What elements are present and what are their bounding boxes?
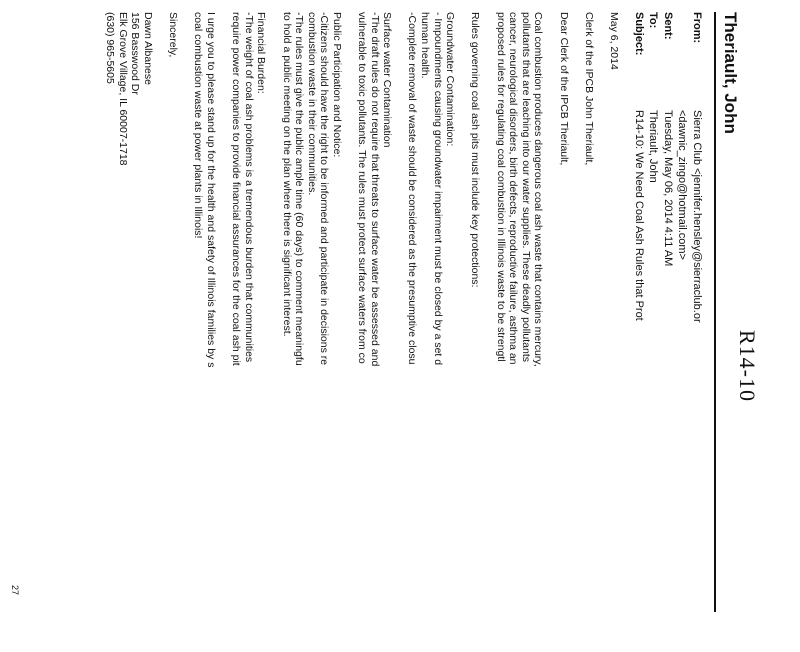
body-line: -The weight of coal ash problems is a tremendous burden that communities [242,12,255,363]
body-line: (630) 965-5605 [104,12,117,84]
body-line: human health. [419,12,432,79]
paragraph-gap [267,12,280,652]
header-row [675,12,690,323]
body-line: Dear Clerk of the IPCB Theriault, [557,12,570,166]
letter-body [104,12,620,652]
body-line: coal combustion waste at power plants in Illinois! [192,12,205,239]
paragraph-gap [179,12,192,652]
header-row [690,12,705,323]
header-value: Tuesday, May 06, 2014 4:11 AM [662,110,674,267]
body-line: -Citizens should have the right to be informed and participate in decisions re [318,12,331,366]
body-line: Groundwater Contamination: [444,12,457,147]
body-line: -The draft rules do not require that threats to surface water be assessed and [368,12,381,367]
body-line: Financial Burden: [255,12,268,94]
header-label: Sent: [662,12,674,40]
body-line: vulnerable to toxic pollutants. The rules must protect surface waters from co [356,12,369,364]
body-line: proposed rules for regulating coal combustion in Illinois waste to be strengtl [494,12,507,362]
email-header [632,12,705,323]
paragraph-gap [595,12,608,652]
body-line: -The rules must give the public ample time (60 days) to comment meaningfu [293,12,306,366]
body-line: I urge you to please stand up for the health and safety of Illinois families by s [205,12,217,368]
body-line: require power companies to provide financial assurances for the coal ash pit [230,12,243,366]
header-value: Theriault, John [647,110,660,183]
header-label: From: [691,12,703,44]
body-line: cancer, neurological disorders, birth defects, reproductive failure, asthma an [507,12,520,365]
paragraph-gap [456,12,469,652]
paragraph-gap [217,12,230,652]
paragraph-gap [343,12,356,652]
paragraph-gap [481,12,494,652]
page-number: 27 [10,585,20,596]
body-line: Surface water Contamination [381,12,394,148]
header-value: R14-10: We Need Coal Ash Rules that Prot [633,110,645,321]
docket-stamp: R14-10 [735,330,760,402]
header-label: To: [647,12,660,29]
paragraph-gap [393,12,406,652]
header-row [632,12,647,323]
header-label [675,12,690,110]
paragraph-gap [154,12,167,652]
body-line: Elk Grove Village, IL 60007-1718 [116,12,129,166]
body-line: Dawn Albanese [142,12,155,85]
paragraph-gap [544,12,557,652]
body-line: Rules governing coal ash pits must include key protections: [469,12,482,288]
body-line: -Complete removal of waste should be considered as the presumptive closu [406,12,419,365]
body-line: May 6, 2014 [608,12,620,70]
body-line: Sincerely, [167,12,180,58]
header-row [646,12,661,323]
header-divider [714,12,716,612]
header-label: Subject: [633,12,645,56]
body-line: 156 Basswood Dr [129,12,142,95]
header-row [661,12,676,323]
body-line: to hold a public meeting on the plan where there is significant interest. [280,12,293,337]
body-line: Public Participation and Notice: [330,12,343,158]
header-value: Sierra Club <jennifer.hensley@sierraclub.or [691,110,703,323]
header-value: <dawnic_zingo@hotmail.com> [676,110,689,260]
paragraph-gap [570,12,583,652]
body-line: Clerk of the IPCB John Theriault, [582,12,595,166]
body-line: Coal combustion produces dangerous coal ash waste that contains mercury, [532,12,545,367]
body-line: combustion waste in their communities. [305,12,318,196]
body-line: - Impoundments causing groundwater impairment must be closed by a set d [431,12,444,366]
body-line: pollutants that are leaching into our water supplies. These deadly pollutants [519,12,532,363]
sender-name: Theriault, John [721,12,740,134]
